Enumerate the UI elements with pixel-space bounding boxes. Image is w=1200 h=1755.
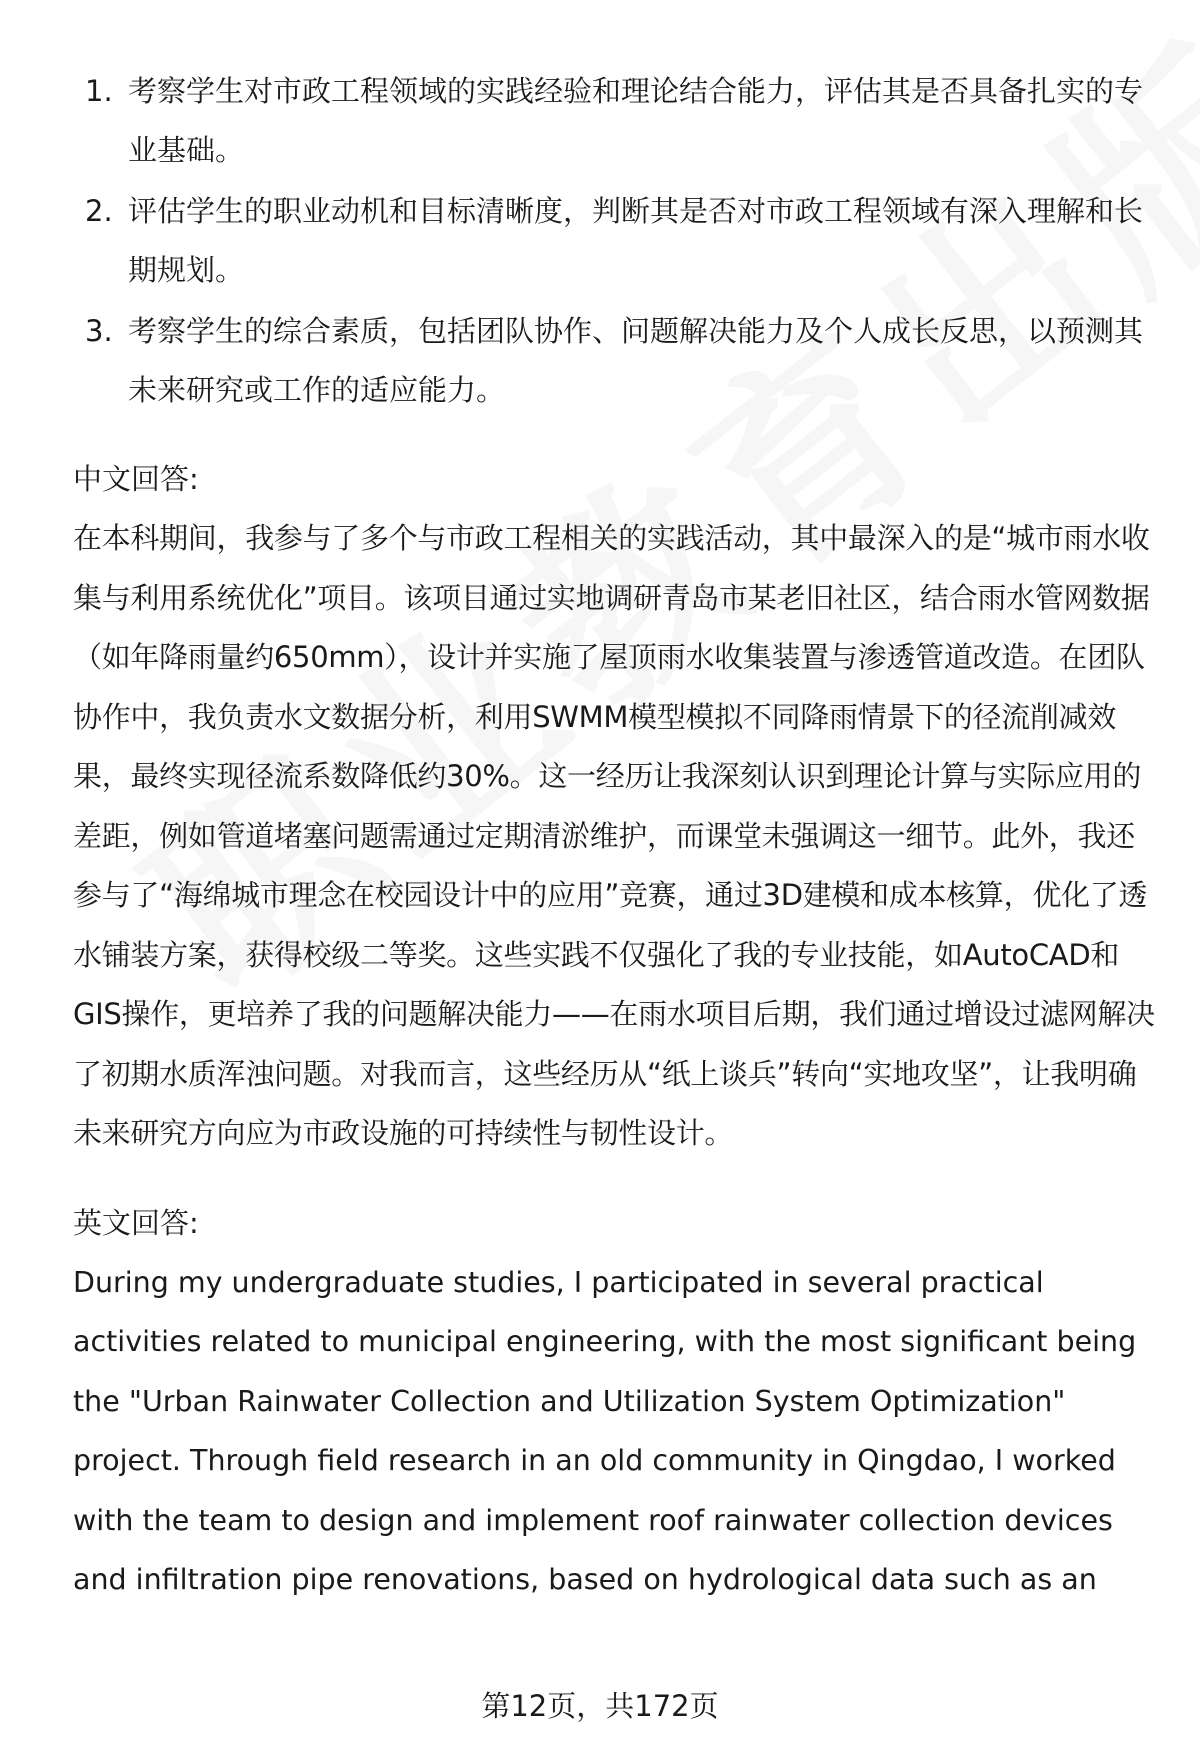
list-item-text: 考察学生的综合素质，包括团队协作、问题解决能力及个人成长反思，以预测其未来研究或工作的适应能力。 <box>128 314 1144 407</box>
question-list <box>73 62 1163 420</box>
list-item-text: 考察学生对市政工程领域的实践经验和理论结合能力，评估其是否具备扎实的专业基础。 <box>128 74 1144 167</box>
english-answer-label: 英文回答: <box>73 1205 199 1240</box>
list-item-text: 评估学生的职业动机和目标清晰度，判断其是否对市政工程领域有深入理解和长期规划。 <box>128 194 1144 287</box>
list-item-number: 3. <box>85 314 113 348</box>
page-content <box>73 62 1163 1610</box>
list-item-number: 2. <box>85 194 113 228</box>
chinese-answer-text: 在本科期间，我参与了多个与市政工程相关的实践活动，其中最深入的是“城市雨水收集与利用系统优化”项目。该项目通过实地调研青岛市某老旧社区，结合雨水管网数据（如年降雨量约650mm），设计并实施了屋顶雨水收集装置与渗透管道改造。在团队协作中，我负责水文数据分析，利用SWMM模型模拟不同降雨情景下的径流削减效果，最终实现径流系数降低约30%。这一经历让我深刻认识到理论计算与实际应用的差距，例如管道堵塞问题需通过定期清淤维护，而课堂未强调这一细节。此外，我还参与了“海绵城市理念在校园设计中的应用”竞赛，通过3D建模和成本核算，优化了透水铺装方案，获得校级二等奖。这些实践不仅强化了我的专业技能，如AutoCAD和GIS操作，更培养了我的问题解决能力——在雨水项目后期，我们通过增设过滤网解决了初期水质浑浊问题。对我而言，这些经历从“纸上谈兵”转向“实地攻坚”，让我明确未来研究方向应为市政设施的可持续性与韧性设计。 <box>73 521 1155 1150</box>
english-answer-text: During my undergraduate studies, I participated in several practical activities related to municipal engineering, with the most significant being the "Urban Rainwater Collection and Utilization System Optimization" project. Through field research in an old community in Qingdao, I worked with the team to design and implement roof rainwater collection devices and infiltration pipe renovations, based on hydrological data such as an <box>73 1265 1137 1596</box>
list-item <box>73 182 1163 300</box>
list-item-number: 1. <box>85 74 113 108</box>
list-item <box>73 302 1163 420</box>
list-item <box>73 62 1163 180</box>
page-number: 第12页，共172页 <box>481 1689 719 1723</box>
chinese-answer-label: 中文回答: <box>73 462 199 496</box>
